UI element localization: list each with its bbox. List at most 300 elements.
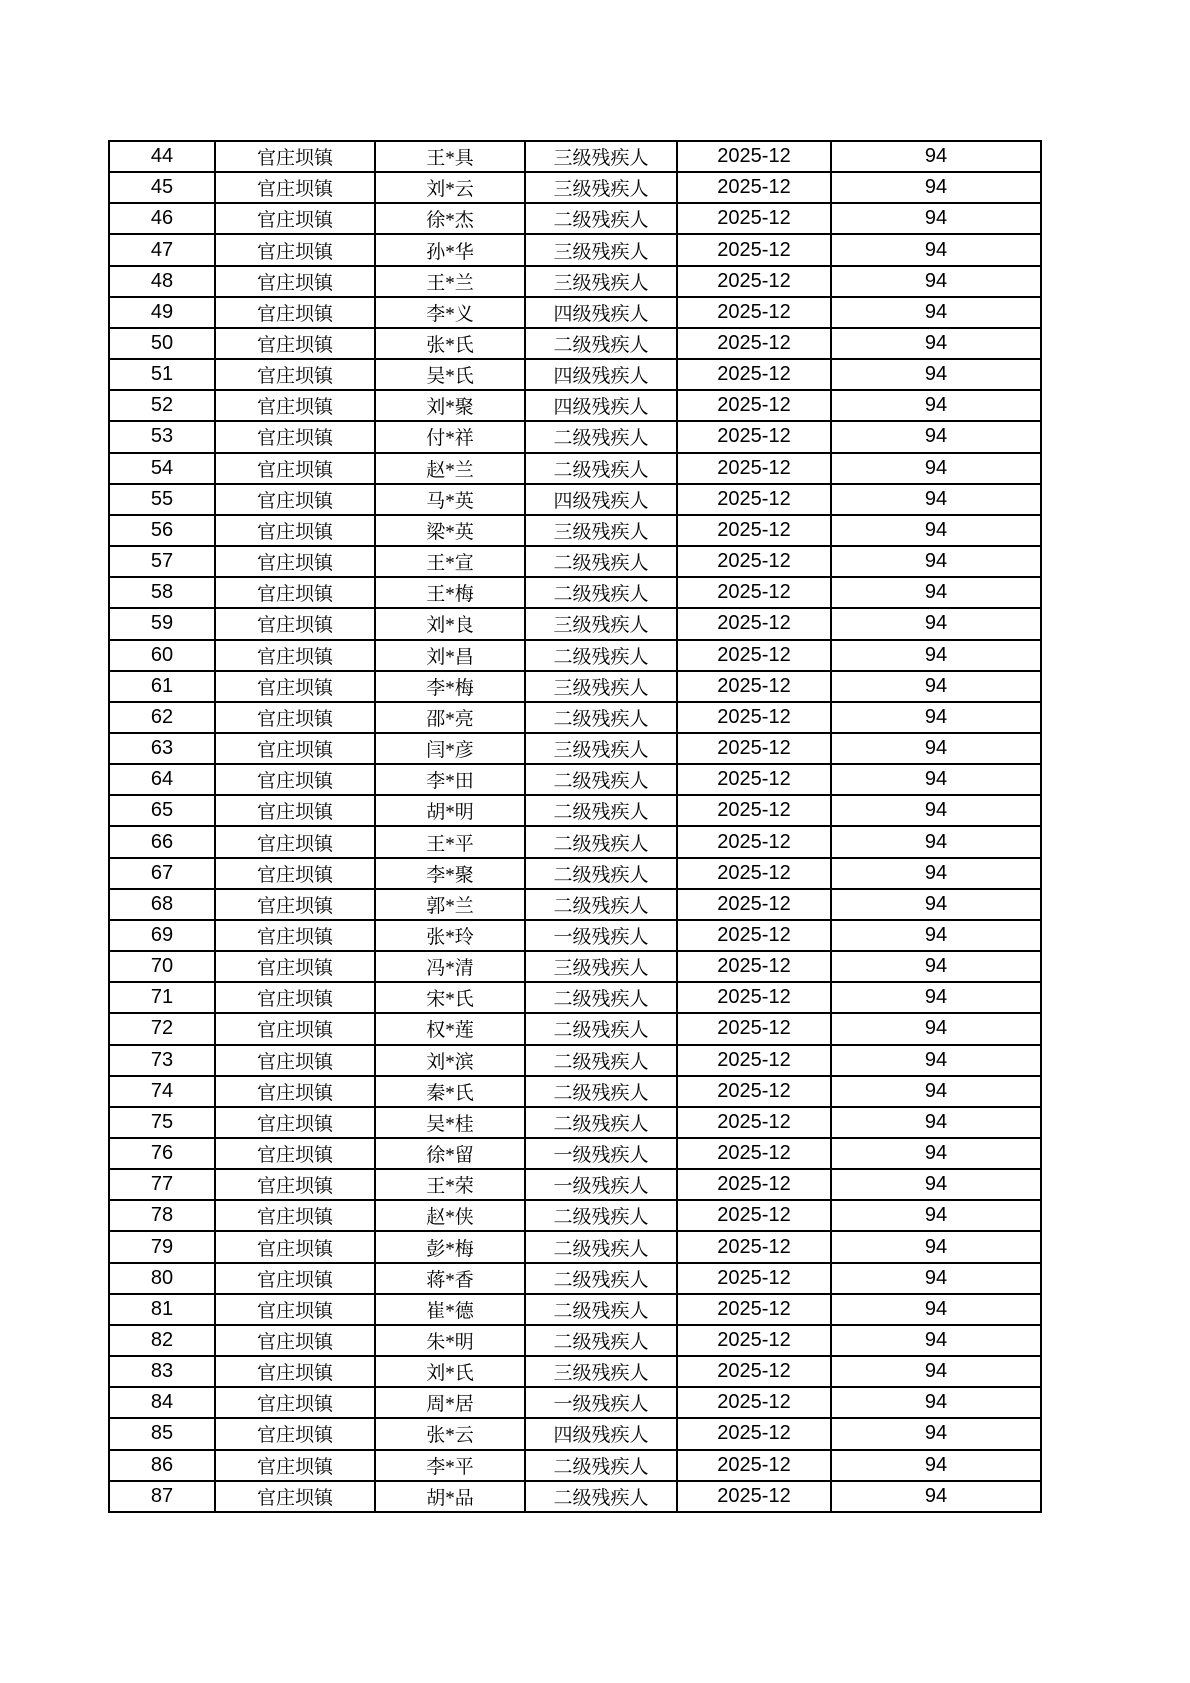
amount-cell: 94	[831, 795, 1041, 826]
amount-cell: 94	[831, 515, 1041, 546]
amount-cell: 94	[831, 172, 1041, 203]
amount-cell: 94	[831, 1481, 1041, 1512]
table-row	[109, 515, 1041, 546]
disability-level-cell: 二级残疾人	[525, 546, 677, 577]
town-cell: 官庄坝镇	[215, 1387, 375, 1418]
row-number-cell: 56	[109, 515, 215, 546]
town-cell: 官庄坝镇	[215, 266, 375, 297]
month-cell: 2025-12	[677, 1418, 831, 1449]
table-row	[109, 1450, 1041, 1481]
person-name-cell: 王*平	[375, 826, 525, 857]
town-cell: 官庄坝镇	[215, 1481, 375, 1512]
town-cell: 官庄坝镇	[215, 889, 375, 920]
amount-cell: 94	[831, 390, 1041, 421]
person-name-cell: 李*聚	[375, 858, 525, 889]
town-cell: 官庄坝镇	[215, 858, 375, 889]
amount-cell: 94	[831, 546, 1041, 577]
row-number-cell: 85	[109, 1418, 215, 1449]
town-cell: 官庄坝镇	[215, 484, 375, 515]
disability-level-cell: 二级残疾人	[525, 1076, 677, 1107]
person-name-cell: 王*荣	[375, 1169, 525, 1200]
amount-cell: 94	[831, 1076, 1041, 1107]
town-cell: 官庄坝镇	[215, 453, 375, 484]
person-name-cell: 郭*兰	[375, 889, 525, 920]
disability-level-cell: 二级残疾人	[525, 826, 677, 857]
amount-cell: 94	[831, 951, 1041, 982]
town-cell: 官庄坝镇	[215, 297, 375, 328]
town-cell: 官庄坝镇	[215, 1169, 375, 1200]
row-number-cell: 44	[109, 141, 215, 172]
month-cell: 2025-12	[677, 1356, 831, 1387]
table-row	[109, 1387, 1041, 1418]
table-row	[109, 328, 1041, 359]
person-name-cell: 王*兰	[375, 266, 525, 297]
disability-level-cell: 一级残疾人	[525, 920, 677, 951]
row-number-cell: 68	[109, 889, 215, 920]
table-row	[109, 640, 1041, 671]
amount-cell: 94	[831, 889, 1041, 920]
table-row	[109, 671, 1041, 702]
amount-cell: 94	[831, 702, 1041, 733]
town-cell: 官庄坝镇	[215, 640, 375, 671]
month-cell: 2025-12	[677, 359, 831, 390]
disability-level-cell: 三级残疾人	[525, 141, 677, 172]
town-cell: 官庄坝镇	[215, 1418, 375, 1449]
town-cell: 官庄坝镇	[215, 1294, 375, 1325]
month-cell: 2025-12	[677, 795, 831, 826]
month-cell: 2025-12	[677, 234, 831, 265]
row-number-cell: 79	[109, 1231, 215, 1262]
amount-cell: 94	[831, 640, 1041, 671]
month-cell: 2025-12	[677, 484, 831, 515]
town-cell: 官庄坝镇	[215, 733, 375, 764]
month-cell: 2025-12	[677, 297, 831, 328]
amount-cell: 94	[831, 733, 1041, 764]
disability-level-cell: 三级残疾人	[525, 1356, 677, 1387]
town-cell: 官庄坝镇	[215, 390, 375, 421]
row-number-cell: 50	[109, 328, 215, 359]
town-cell: 官庄坝镇	[215, 1045, 375, 1076]
person-name-cell: 徐*留	[375, 1138, 525, 1169]
table-row	[109, 1013, 1041, 1044]
row-number-cell: 46	[109, 203, 215, 234]
town-cell: 官庄坝镇	[215, 608, 375, 639]
amount-cell: 94	[831, 1418, 1041, 1449]
month-cell: 2025-12	[677, 702, 831, 733]
person-name-cell: 蒋*香	[375, 1263, 525, 1294]
month-cell: 2025-12	[677, 266, 831, 297]
town-cell: 官庄坝镇	[215, 1076, 375, 1107]
row-number-cell: 82	[109, 1325, 215, 1356]
town-cell: 官庄坝镇	[215, 421, 375, 452]
person-name-cell: 张*云	[375, 1418, 525, 1449]
town-cell: 官庄坝镇	[215, 577, 375, 608]
person-name-cell: 刘*聚	[375, 390, 525, 421]
person-name-cell: 王*宣	[375, 546, 525, 577]
town-cell: 官庄坝镇	[215, 702, 375, 733]
town-cell: 官庄坝镇	[215, 141, 375, 172]
amount-cell: 94	[831, 453, 1041, 484]
town-cell: 官庄坝镇	[215, 1013, 375, 1044]
town-cell: 官庄坝镇	[215, 826, 375, 857]
month-cell: 2025-12	[677, 671, 831, 702]
town-cell: 官庄坝镇	[215, 982, 375, 1013]
month-cell: 2025-12	[677, 858, 831, 889]
month-cell: 2025-12	[677, 328, 831, 359]
amount-cell: 94	[831, 1169, 1041, 1200]
row-number-cell: 83	[109, 1356, 215, 1387]
person-name-cell: 李*梅	[375, 671, 525, 702]
disability-level-cell: 二级残疾人	[525, 858, 677, 889]
person-name-cell: 李*义	[375, 297, 525, 328]
person-name-cell: 邵*亮	[375, 702, 525, 733]
table-row	[109, 920, 1041, 951]
amount-cell: 94	[831, 421, 1041, 452]
disability-level-cell: 一级残疾人	[525, 1138, 677, 1169]
table-row	[109, 951, 1041, 982]
amount-cell: 94	[831, 1450, 1041, 1481]
table-row	[109, 390, 1041, 421]
row-number-cell: 73	[109, 1045, 215, 1076]
disability-level-cell: 二级残疾人	[525, 1325, 677, 1356]
amount-cell: 94	[831, 1231, 1041, 1262]
disability-level-cell: 三级残疾人	[525, 234, 677, 265]
person-name-cell: 孙*华	[375, 234, 525, 265]
row-number-cell: 81	[109, 1294, 215, 1325]
table-row	[109, 234, 1041, 265]
disability-level-cell: 三级残疾人	[525, 608, 677, 639]
amount-cell: 94	[831, 1356, 1041, 1387]
row-number-cell: 66	[109, 826, 215, 857]
month-cell: 2025-12	[677, 608, 831, 639]
month-cell: 2025-12	[677, 1294, 831, 1325]
table-row	[109, 702, 1041, 733]
disability-level-cell: 三级残疾人	[525, 266, 677, 297]
town-cell: 官庄坝镇	[215, 951, 375, 982]
person-name-cell: 宋*氏	[375, 982, 525, 1013]
table-row	[109, 858, 1041, 889]
row-number-cell: 47	[109, 234, 215, 265]
table-row	[109, 826, 1041, 857]
month-cell: 2025-12	[677, 1481, 831, 1512]
table-row	[109, 982, 1041, 1013]
person-name-cell: 张*氏	[375, 328, 525, 359]
table-row	[109, 266, 1041, 297]
table-row	[109, 1294, 1041, 1325]
person-name-cell: 刘*云	[375, 172, 525, 203]
amount-cell: 94	[831, 1387, 1041, 1418]
disability-level-cell: 二级残疾人	[525, 1231, 677, 1262]
disability-level-cell: 二级残疾人	[525, 1481, 677, 1512]
amount-cell: 94	[831, 141, 1041, 172]
amount-cell: 94	[831, 1200, 1041, 1231]
person-name-cell: 朱*明	[375, 1325, 525, 1356]
table-row	[109, 172, 1041, 203]
person-name-cell: 彭*梅	[375, 1231, 525, 1262]
disability-level-cell: 二级残疾人	[525, 982, 677, 1013]
month-cell: 2025-12	[677, 546, 831, 577]
row-number-cell: 45	[109, 172, 215, 203]
town-cell: 官庄坝镇	[215, 1138, 375, 1169]
month-cell: 2025-12	[677, 640, 831, 671]
person-name-cell: 徐*杰	[375, 203, 525, 234]
table-row	[109, 577, 1041, 608]
table-row	[109, 1325, 1041, 1356]
table-row	[109, 203, 1041, 234]
table-row	[109, 1481, 1041, 1512]
disability-level-cell: 二级残疾人	[525, 1045, 677, 1076]
amount-cell: 94	[831, 328, 1041, 359]
person-name-cell: 梁*英	[375, 515, 525, 546]
amount-cell: 94	[831, 1045, 1041, 1076]
amount-cell: 94	[831, 297, 1041, 328]
row-number-cell: 49	[109, 297, 215, 328]
disability-level-cell: 二级残疾人	[525, 640, 677, 671]
month-cell: 2025-12	[677, 1200, 831, 1231]
town-cell: 官庄坝镇	[215, 234, 375, 265]
month-cell: 2025-12	[677, 390, 831, 421]
row-number-cell: 74	[109, 1076, 215, 1107]
table-row	[109, 1107, 1041, 1138]
person-name-cell: 赵*兰	[375, 453, 525, 484]
month-cell: 2025-12	[677, 982, 831, 1013]
row-number-cell: 64	[109, 764, 215, 795]
disability-level-cell: 二级残疾人	[525, 453, 677, 484]
amount-cell: 94	[831, 1325, 1041, 1356]
row-number-cell: 65	[109, 795, 215, 826]
row-number-cell: 75	[109, 1107, 215, 1138]
row-number-cell: 78	[109, 1200, 215, 1231]
row-number-cell: 69	[109, 920, 215, 951]
month-cell: 2025-12	[677, 172, 831, 203]
amount-cell: 94	[831, 266, 1041, 297]
table-row	[109, 546, 1041, 577]
disability-level-cell: 二级残疾人	[525, 421, 677, 452]
table-row	[109, 1045, 1041, 1076]
person-name-cell: 赵*侠	[375, 1200, 525, 1231]
town-cell: 官庄坝镇	[215, 172, 375, 203]
amount-cell: 94	[831, 359, 1041, 390]
person-name-cell: 刘*良	[375, 608, 525, 639]
amount-cell: 94	[831, 858, 1041, 889]
town-cell: 官庄坝镇	[215, 1356, 375, 1387]
table-row	[109, 733, 1041, 764]
table-row	[109, 1263, 1041, 1294]
disability-level-cell: 一级残疾人	[525, 1387, 677, 1418]
row-number-cell: 60	[109, 640, 215, 671]
person-name-cell: 马*英	[375, 484, 525, 515]
row-number-cell: 55	[109, 484, 215, 515]
disability-level-cell: 四级残疾人	[525, 484, 677, 515]
month-cell: 2025-12	[677, 920, 831, 951]
month-cell: 2025-12	[677, 1076, 831, 1107]
table-row	[109, 484, 1041, 515]
person-name-cell: 李*田	[375, 764, 525, 795]
month-cell: 2025-12	[677, 453, 831, 484]
disability-level-cell: 三级残疾人	[525, 671, 677, 702]
disability-level-cell: 二级残疾人	[525, 577, 677, 608]
month-cell: 2025-12	[677, 1045, 831, 1076]
amount-cell: 94	[831, 577, 1041, 608]
amount-cell: 94	[831, 826, 1041, 857]
month-cell: 2025-12	[677, 764, 831, 795]
disability-level-cell: 四级残疾人	[525, 297, 677, 328]
row-number-cell: 87	[109, 1481, 215, 1512]
person-name-cell: 周*居	[375, 1387, 525, 1418]
person-name-cell: 胡*明	[375, 795, 525, 826]
amount-cell: 94	[831, 1138, 1041, 1169]
amount-cell: 94	[831, 1294, 1041, 1325]
town-cell: 官庄坝镇	[215, 1450, 375, 1481]
town-cell: 官庄坝镇	[215, 359, 375, 390]
town-cell: 官庄坝镇	[215, 1200, 375, 1231]
disability-level-cell: 二级残疾人	[525, 889, 677, 920]
month-cell: 2025-12	[677, 1138, 831, 1169]
person-name-cell: 王*梅	[375, 577, 525, 608]
row-number-cell: 63	[109, 733, 215, 764]
table-row	[109, 1418, 1041, 1449]
amount-cell: 94	[831, 1107, 1041, 1138]
table-row	[109, 1200, 1041, 1231]
disability-level-cell: 二级残疾人	[525, 328, 677, 359]
amount-cell: 94	[831, 1263, 1041, 1294]
person-name-cell: 张*玲	[375, 920, 525, 951]
row-number-cell: 52	[109, 390, 215, 421]
disability-level-cell: 三级残疾人	[525, 172, 677, 203]
person-name-cell: 刘*昌	[375, 640, 525, 671]
month-cell: 2025-12	[677, 1169, 831, 1200]
amount-cell: 94	[831, 764, 1041, 795]
table-row	[109, 795, 1041, 826]
month-cell: 2025-12	[677, 1387, 831, 1418]
amount-cell: 94	[831, 484, 1041, 515]
person-name-cell: 吴*桂	[375, 1107, 525, 1138]
row-number-cell: 62	[109, 702, 215, 733]
row-number-cell: 53	[109, 421, 215, 452]
disability-level-cell: 二级残疾人	[525, 795, 677, 826]
disability-level-cell: 三级残疾人	[525, 951, 677, 982]
month-cell: 2025-12	[677, 1325, 831, 1356]
town-cell: 官庄坝镇	[215, 1107, 375, 1138]
month-cell: 2025-12	[677, 951, 831, 982]
row-number-cell: 54	[109, 453, 215, 484]
town-cell: 官庄坝镇	[215, 203, 375, 234]
amount-cell: 94	[831, 203, 1041, 234]
benefits-table	[108, 140, 1042, 1513]
table-row	[109, 1356, 1041, 1387]
row-number-cell: 51	[109, 359, 215, 390]
town-cell: 官庄坝镇	[215, 671, 375, 702]
month-cell: 2025-12	[677, 733, 831, 764]
month-cell: 2025-12	[677, 515, 831, 546]
table-row	[109, 889, 1041, 920]
person-name-cell: 胡*品	[375, 1481, 525, 1512]
disability-level-cell: 二级残疾人	[525, 1450, 677, 1481]
person-name-cell: 冯*清	[375, 951, 525, 982]
person-name-cell: 王*具	[375, 141, 525, 172]
row-number-cell: 86	[109, 1450, 215, 1481]
table-row	[109, 1076, 1041, 1107]
town-cell: 官庄坝镇	[215, 515, 375, 546]
town-cell: 官庄坝镇	[215, 328, 375, 359]
disability-level-cell: 二级残疾人	[525, 1200, 677, 1231]
disability-level-cell: 四级残疾人	[525, 390, 677, 421]
table-row	[109, 421, 1041, 452]
disability-level-cell: 三级残疾人	[525, 515, 677, 546]
person-name-cell: 秦*氏	[375, 1076, 525, 1107]
disability-level-cell: 四级残疾人	[525, 1418, 677, 1449]
table-row	[109, 359, 1041, 390]
row-number-cell: 57	[109, 546, 215, 577]
town-cell: 官庄坝镇	[215, 1325, 375, 1356]
table-row	[109, 764, 1041, 795]
month-cell: 2025-12	[677, 141, 831, 172]
row-number-cell: 77	[109, 1169, 215, 1200]
disability-level-cell: 二级残疾人	[525, 1013, 677, 1044]
person-name-cell: 付*祥	[375, 421, 525, 452]
person-name-cell: 刘*氏	[375, 1356, 525, 1387]
row-number-cell: 61	[109, 671, 215, 702]
row-number-cell: 84	[109, 1387, 215, 1418]
table-body	[109, 141, 1041, 1512]
disability-level-cell: 二级残疾人	[525, 1263, 677, 1294]
row-number-cell: 48	[109, 266, 215, 297]
disability-level-cell: 四级残疾人	[525, 359, 677, 390]
table-row	[109, 1231, 1041, 1262]
table-row	[109, 1138, 1041, 1169]
table-row	[109, 1169, 1041, 1200]
table-row	[109, 453, 1041, 484]
town-cell: 官庄坝镇	[215, 920, 375, 951]
row-number-cell: 59	[109, 608, 215, 639]
person-name-cell: 刘*滨	[375, 1045, 525, 1076]
town-cell: 官庄坝镇	[215, 1231, 375, 1262]
amount-cell: 94	[831, 920, 1041, 951]
row-number-cell: 70	[109, 951, 215, 982]
disability-level-cell: 二级残疾人	[525, 1294, 677, 1325]
row-number-cell: 80	[109, 1263, 215, 1294]
month-cell: 2025-12	[677, 826, 831, 857]
amount-cell: 94	[831, 1013, 1041, 1044]
amount-cell: 94	[831, 671, 1041, 702]
amount-cell: 94	[831, 234, 1041, 265]
town-cell: 官庄坝镇	[215, 764, 375, 795]
month-cell: 2025-12	[677, 1263, 831, 1294]
table-row	[109, 608, 1041, 639]
month-cell: 2025-12	[677, 421, 831, 452]
row-number-cell: 72	[109, 1013, 215, 1044]
month-cell: 2025-12	[677, 1450, 831, 1481]
amount-cell: 94	[831, 608, 1041, 639]
person-name-cell: 李*平	[375, 1450, 525, 1481]
person-name-cell: 闫*彦	[375, 733, 525, 764]
month-cell: 2025-12	[677, 577, 831, 608]
person-name-cell: 崔*德	[375, 1294, 525, 1325]
person-name-cell: 权*莲	[375, 1013, 525, 1044]
town-cell: 官庄坝镇	[215, 795, 375, 826]
disability-level-cell: 一级残疾人	[525, 1169, 677, 1200]
disability-level-cell: 二级残疾人	[525, 1107, 677, 1138]
disability-level-cell: 二级残疾人	[525, 764, 677, 795]
disability-level-cell: 三级残疾人	[525, 733, 677, 764]
row-number-cell: 71	[109, 982, 215, 1013]
month-cell: 2025-12	[677, 1231, 831, 1262]
month-cell: 2025-12	[677, 203, 831, 234]
amount-cell: 94	[831, 982, 1041, 1013]
row-number-cell: 67	[109, 858, 215, 889]
row-number-cell: 76	[109, 1138, 215, 1169]
disability-level-cell: 二级残疾人	[525, 702, 677, 733]
